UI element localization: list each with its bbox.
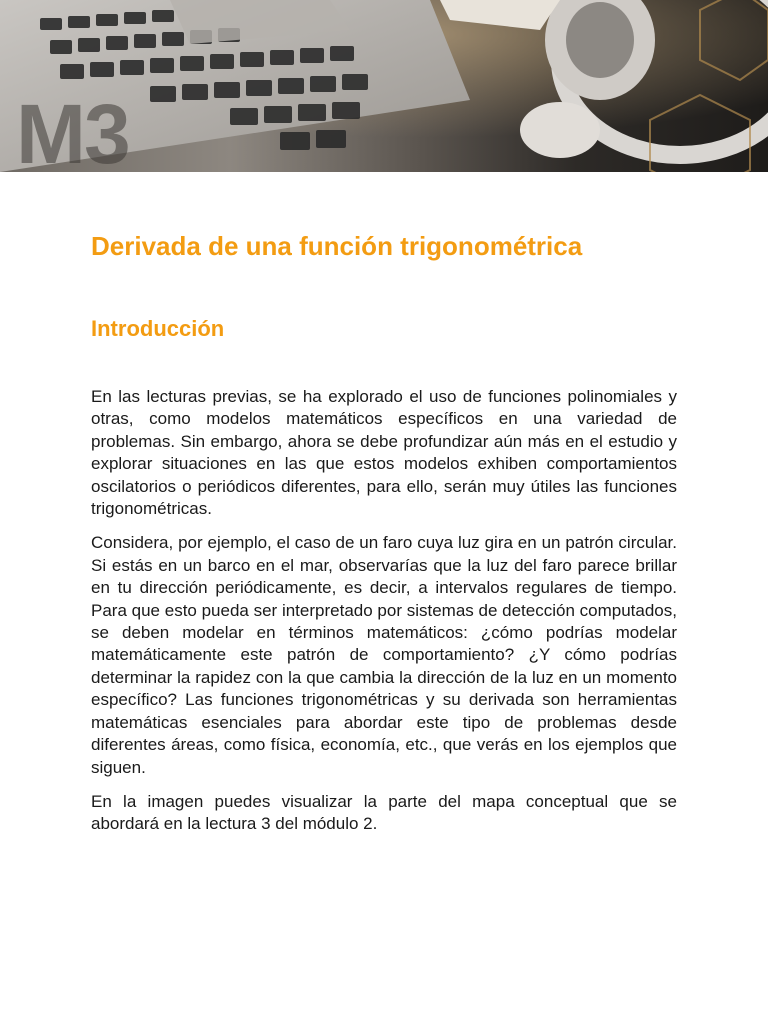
header-banner-image xyxy=(0,0,768,172)
document-body xyxy=(91,228,677,848)
paragraph: En la imagen puedes visualizar la parte del mapa conceptual que se abordará en la lectura 3 del módulo 2. xyxy=(91,791,677,834)
section-heading: Introducción xyxy=(91,316,225,341)
paragraph: En las lecturas previas, se ha explorado el uso de funciones polinomiales y otras, como modelos matemáticos específicos en una variedad de problemas. Sin embargo, ahora se debe profundizar aún más en el estudio y explorar situaciones en las que estos modelos exhiben comportamientos oscilatorios o periódicos diferentes, para ello, serán muy útiles las funciones trigonométricas. xyxy=(91,387,677,519)
document-title: Derivada de una función trigonométrica xyxy=(91,231,583,261)
paragraph-list xyxy=(91,386,677,836)
module-watermark: M3 xyxy=(16,87,129,172)
paragraph: Considera, por ejemplo, el caso de un faro cuya luz gira en un patrón circular. Si estás en un barco en el mar, observarías que la luz del faro parece brillar en tu dirección periódicamente, es decir, a intervalos regulares de tiempo. Para que esto pueda ser interpretado por sistemas de detección computados, se deben modelar en términos matemáticos: ¿cómo podrías modelar matemáticamente este patrón de comportamiento? ¿Y cómo podrías determinar la rapidez con la que cambia la dirección de la luz en un momento específico? Las funciones trigonométricas y su derivada son herramientas matemáticas esenciales para abordar este tipo de problemas desde diferentes áreas, como física, economía, etc., que verás en los ejemplos que siguen. xyxy=(91,533,677,777)
